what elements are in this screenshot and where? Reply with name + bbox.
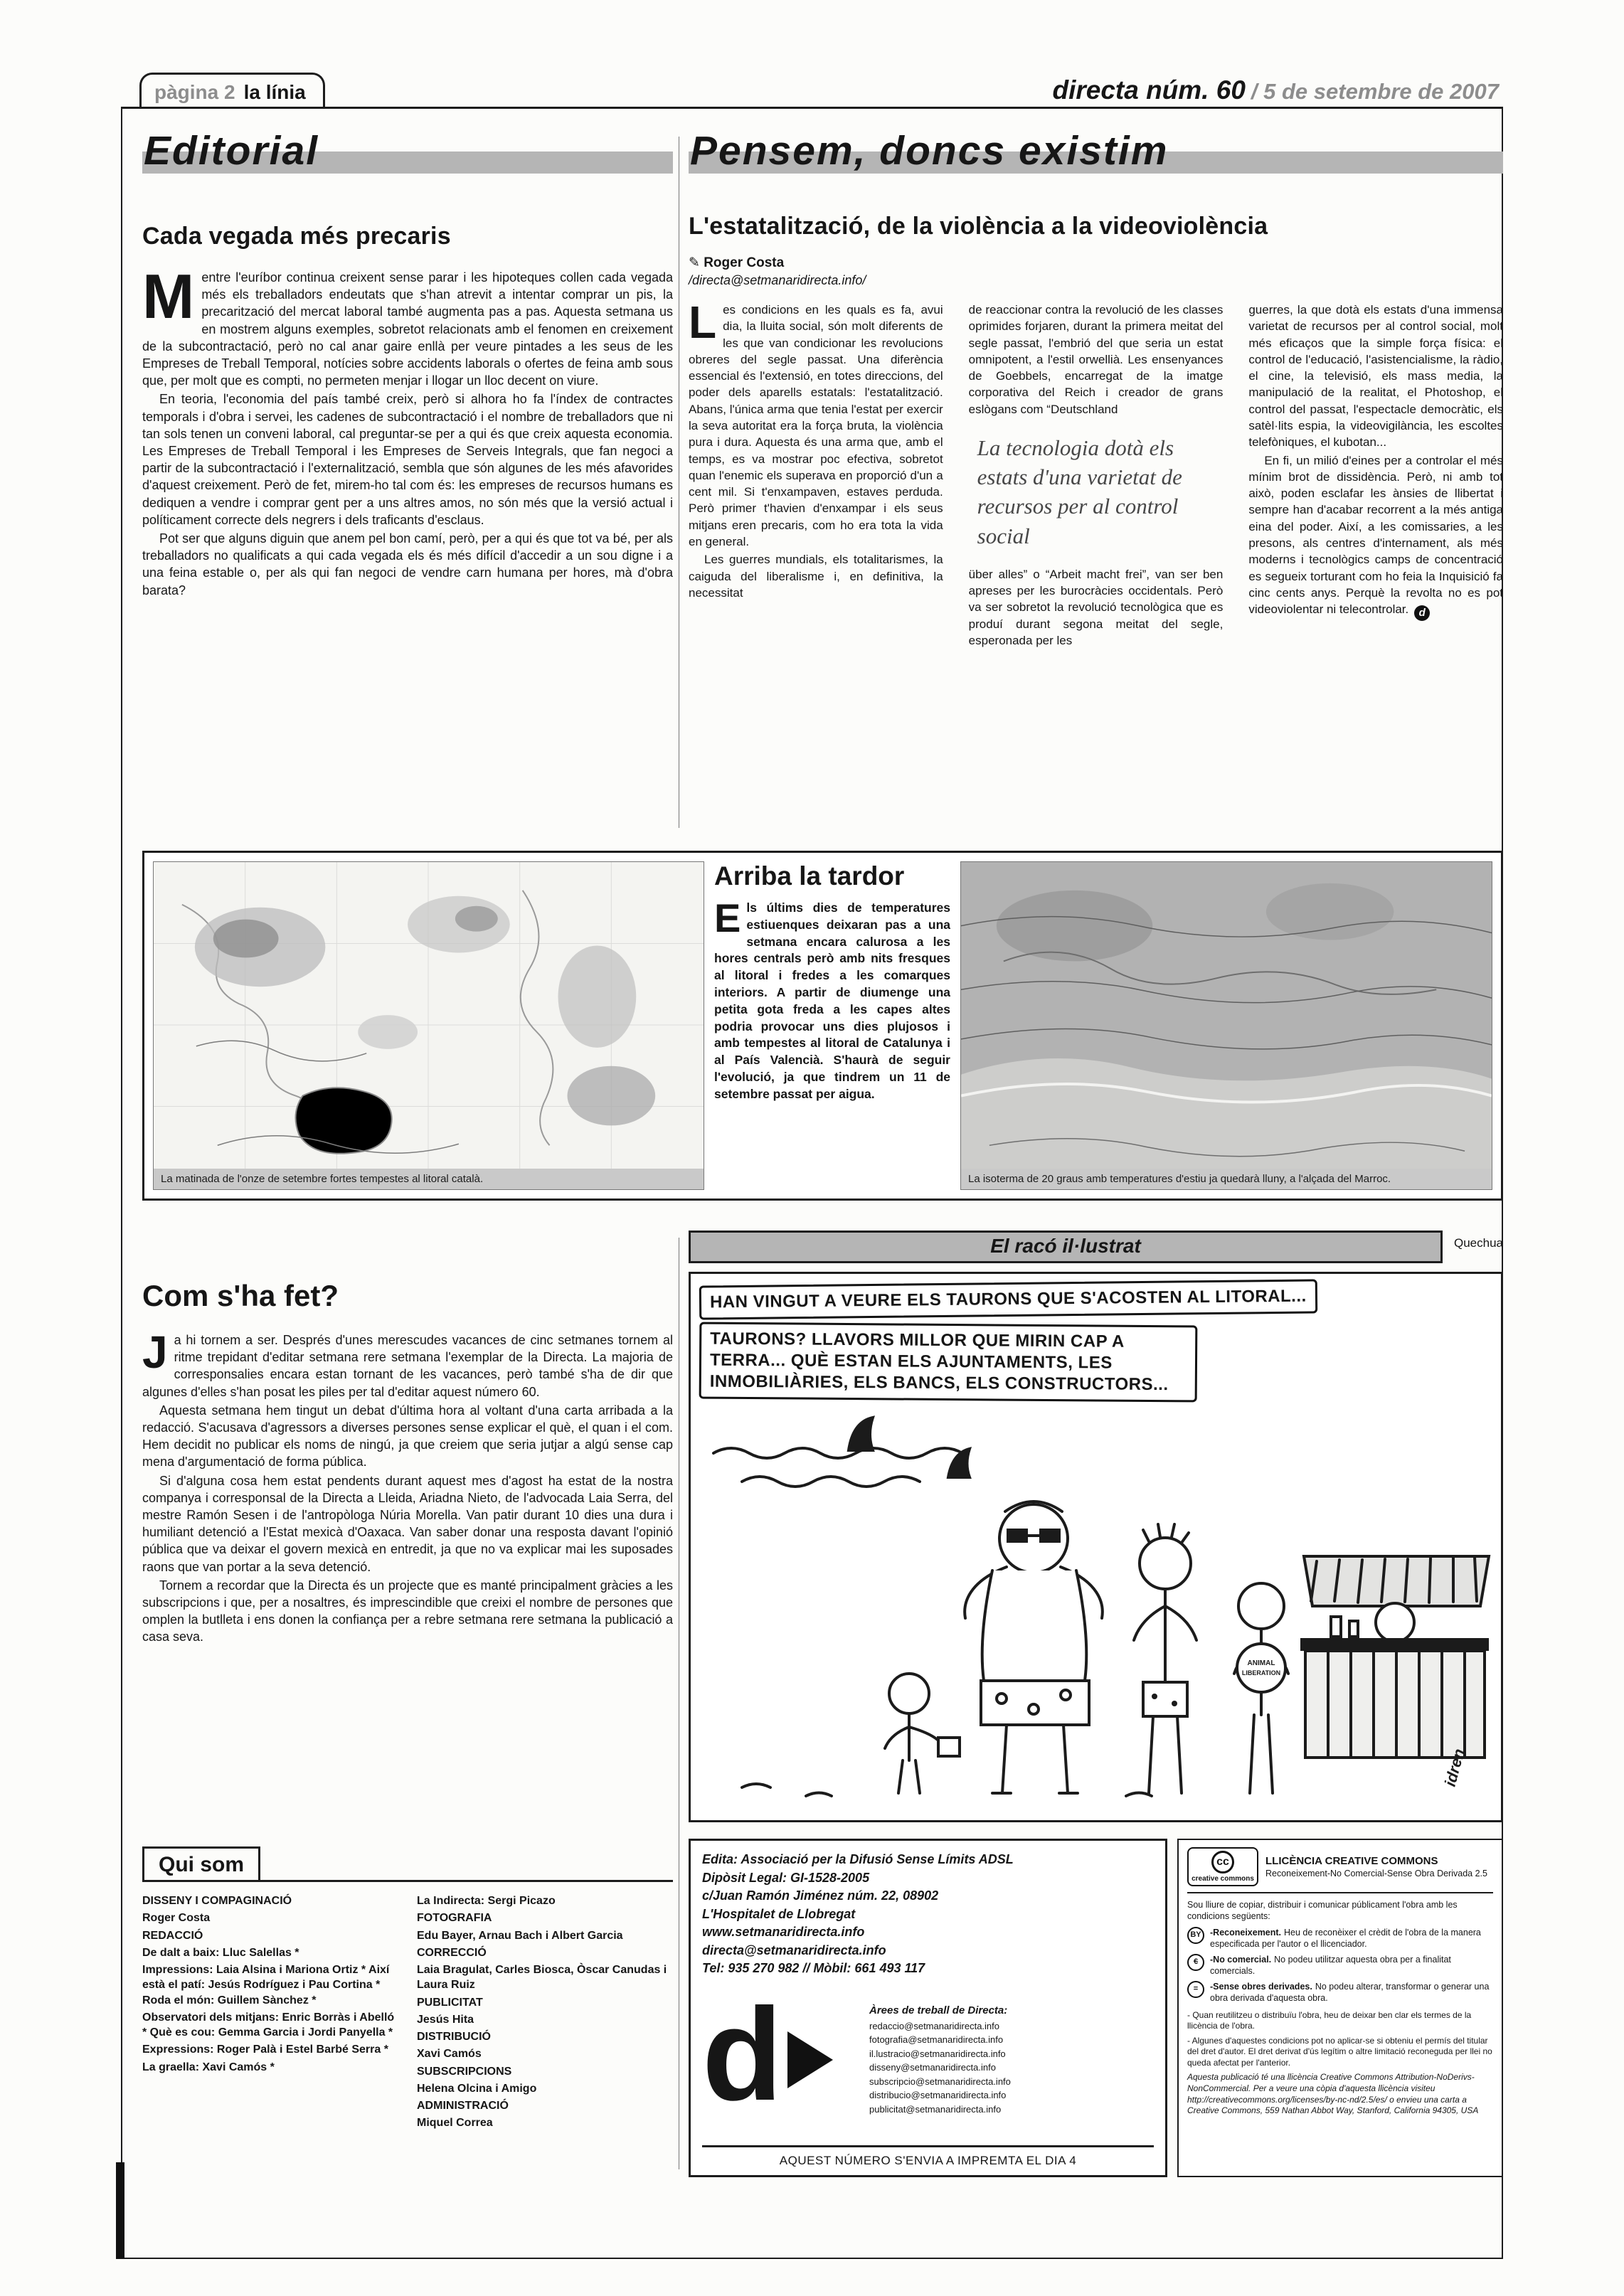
license-condition-text <box>1210 1954 1493 1977</box>
making-of-section <box>142 1279 673 1646</box>
imprint-middle <box>702 1981 1154 2140</box>
license-header <box>1187 1847 1493 1893</box>
credit-line: SUBSCRIPCIONS <box>417 2065 512 2078</box>
condition-label: -No comercial. <box>1210 1954 1272 1965</box>
weather-map-isotherm <box>960 861 1492 1190</box>
imprint-line: Edita: Associació per la Difusió Sense Límits ADSL <box>702 1852 1014 1866</box>
license-note: - Quan reutilitzeu o distribuïu l'obra, heu de deixar ben clar els termes de la llicència de l'obra. <box>1187 2009 1472 2031</box>
weather-map-storms <box>153 861 704 1190</box>
paragraph: de reaccionar contra la revolució de les classes oprimides forjaren, durant la primera meitat del segle passat, l'embrió del que seria un estat omnipotent, a l'estil orwellià. Les ensenyances de Goebbels, encarregat de la imatge corporativa del Reich i creador de grans eslògans com “Deutschland <box>968 303 1224 416</box>
comic-header-bar: El racó il·lustrat <box>689 1231 1443 1263</box>
editorial-body <box>142 261 673 599</box>
editorial-article-title: Cada vegada més precaris <box>142 223 451 250</box>
opinion-article-title: L'estatalització, de la violència a la videoviolència <box>689 213 1268 240</box>
work-area-email: distribucio@setmanaridirecta.info <box>869 2090 1007 2101</box>
staff-credits-section <box>142 1846 673 2133</box>
credit-line: Xavi Camós <box>417 2048 482 2061</box>
work-area-email: il.lustracio@setmanaridirecta.info <box>869 2048 1006 2059</box>
arrow-right-icon <box>787 2031 833 2088</box>
credit-line: DISTRIBUCIÓ <box>417 2031 491 2043</box>
badge-text-line1: ANIMAL <box>1247 1659 1275 1667</box>
paragraph <box>142 1327 673 1401</box>
left-rule <box>121 107 122 2259</box>
dropcap: J <box>142 1327 168 1378</box>
condition-body: No podeu alterar, transformar o generar una obra derivada d'aquesta obra. <box>1210 1981 1490 2003</box>
credit-line: Jesús Hita <box>417 2013 474 2026</box>
page-tab <box>139 73 325 109</box>
work-area-email: redaccio@setmanaridirecta.info <box>869 2020 1000 2031</box>
staff-credits-columns <box>142 1893 673 2133</box>
paragraph: Pot ser que alguns diguin que anem pel bon camí, però, per a qui és que tot va bé, per als treballadors no qualificats a qui cada vegada els és més difícil d'accedir a un sou digne i a una feina estable o, per als qui fan negoci de vendre carn humana per hores, mà d'obra barata? <box>142 531 673 597</box>
directa-logo-letter: d <box>702 1981 783 2128</box>
map-caption-left: La matinada de l'onze de setembre fortes tempestes al litoral català. <box>154 1169 704 1189</box>
artist-signature: idren <box>1440 1746 1468 1789</box>
weather-section <box>142 851 1503 1201</box>
comic-header <box>689 1231 1503 1263</box>
article-columns <box>689 297 1504 649</box>
credit-line: CORRECCIÓ <box>417 1946 487 1959</box>
opinion-heading <box>689 130 1503 181</box>
paragraph: über alles” o “Arbeit macht frei”, van ser ben apreses per les burocràcies occidentals. Però va ser sobretot la revolució tecnològica que es produí durant segona meitat del segle, esperonada per les <box>968 567 1224 648</box>
map-caption-right: La isoterma de 20 graus amb temperatures d'estiu ja quedarà lluny, a l'alçada del Marroc. <box>961 1169 1492 1189</box>
credit-line: ADMINISTRACIÓ <box>417 2100 509 2112</box>
credit-line: Miquel Correa <box>417 2117 493 2130</box>
article-column-2 <box>969 302 1224 649</box>
imprint-line: Dipòsit Legal: GI-1528-2005 <box>702 1870 870 1885</box>
license-intro: Sou lliure de copiar, distribuir i comunicar públicament l'obra amb les condicions següents: <box>1187 1900 1458 1922</box>
staff-credits-left <box>142 1893 398 2133</box>
credit-line: Helena Olcina i Amigo <box>417 2082 537 2095</box>
license-condition-text <box>1210 1981 1493 2004</box>
paragraph-text: En fi, un milió d'eines per a controlar el més mínim brot de dissidència. Però, ni amb tot això, poden esclafar les ànsies de llibertat i sempre han d'acabar recorrent a la més antiga eina del poder. Així, a les comissaries, a les presons, als centres d'internament, als més moderns i tecnològics camps de concentració es segueix torturant com ho feia la Inquisició fa cinc cents anys. Perquè la revolta no es pot videoviolentar ni telecontrolar. <box>1248 453 1504 617</box>
speech-bubble-2: TAURONS? LLAVORS MILLOR QUE MIRIN CAP A TERRA... QUÈ ESTAN ELS AJUNTAMENTS, LES INMOBILIÀRIES, ELS BANCS, ELS CONSTRUCTORS... <box>699 1322 1198 1403</box>
article-column-1 <box>689 297 943 649</box>
making-of-body <box>142 1327 673 1646</box>
byline-email: /directa@setmanaridirecta.info/ <box>689 272 866 287</box>
license-condition <box>1187 1927 1493 1950</box>
condition-label: -Reconeixement. <box>1210 1927 1282 1938</box>
badge-text-line2: LIBERATION <box>1241 1669 1281 1676</box>
editorial-heading-text: Editorial <box>144 128 319 174</box>
masthead <box>1052 75 1499 105</box>
credit-line: PUBLICITAT <box>417 1996 483 2009</box>
bottom-rule <box>121 2258 1503 2259</box>
comic-panel <box>689 1272 1503 1822</box>
paragraph-text: a hi tornem a ser. Després d'unes merescudes vacances de cinc setmanes tornem al ritme trepidant d'editar setmana rere setmana l'exemplar de la Directa. La majoria de corresponsalies encara estan tornant de les vacances, però també s'ha de dir que algunes d'elles s'han posat les piles per tal d'editar aquest número 60. <box>142 1333 673 1399</box>
paragraph: En teoria, l'economia del país també creix, però si alhora ho fa l'índex de contractes temporals i d'obra i servei, les cadenes de subcontractació i el nombre de treballadors que ni tan sols tenen un conveni laboral, cal preguntar-se per a qui és que creix aquesta economia. Les Empreses de Treball Temporal i les Empreses de Serveis Integrals, que fan negoci a partir de la subcontractació i l'externalització, sembla que són algunes de les més afavorides d'aquest creixement. Però de fet, mirem-ho tal com és: les empreses de recursos humans es dediquen a vendre i comprar gent per a uns altres amos, no són més que la versió actual i políticament correcte dels negrers i dels traficants d'esclaus. <box>142 392 673 527</box>
no-derivatives-icon: = <box>1187 1981 1204 1998</box>
imprint-phones: Tel: 935 270 982 // Mòbil: 661 493 117 <box>702 1961 925 1976</box>
imprint-box <box>689 1839 1167 2177</box>
print-deadline-note: AQUEST NÚMERO S'ENVIA A IMPREMTA EL DIA 4 <box>702 2145 1154 2168</box>
section-brand: la línia <box>243 81 306 103</box>
isotherm-map-illustration <box>961 862 1492 1189</box>
credit-line: Edu Bayer, Arnau Bach i Albert Garcia <box>417 1929 623 1942</box>
dropcap: E <box>714 895 741 940</box>
paragraph: Si d'alguna cosa hem estat pendents durant aquest mes d'agost ha estat de la nostra companya i corresponsal de la Directa a Lleida, Ariadna Nieto, de l'advocada Laia Serra, del mestre Ramón Sesen i de l'antropòloga Núria Morella. Van patir durant 10 dies una dura i humiliant detenció a l'Estat mexicà d'Oaxaca. Van saber donar una resposta davant l'opinió pública que va deixar el govern mexicà en entredit, ja que no va explicar mai les suposades raons que van portar a la seva detenció. <box>142 1473 673 1574</box>
license-footer: Aquesta publicació té una llicència Creative Commons Attribution-NoDerivs-NonCommercial. Per a veure una còpia d'aquesta llicència visiteu http://creativecommons.org/licenses/by-nc-nd/2.5/es/ o envieu una carta a Creative Commons, 559 Nathan Abbot Way, Stanford, California 94305, USA <box>1187 2072 1479 2116</box>
paragraph-text: entre l'euríbor continua creixent sense parar i les hipoteques collen cada vegada més els treballadors endeutats que s'han atrevit a intentar comprar un pis, la precarització del mercat laboral també augmenta pas a pas. Aquesta setmana us en mostrem alguns exemples, sobretot relacionats amb el fenomen en creixement de la subcontractació, però no cal anar gaire enllà per veure pintades a les seus de les Empreses de Treball Temporal, notícies sobre accidents laborals o ofertes de feina amb sous que, per molt que es compti, no permeten menjar i llogar un lloc decent on viure. <box>142 270 673 388</box>
credit-line: De dalt a baix: Lluc Salellas * <box>142 1946 299 1959</box>
byline <box>689 255 1503 289</box>
staff-credits-right <box>417 1893 673 2133</box>
credit-line: Expressions: Roger Palà i Estel Barbé Serra * <box>142 2043 388 2056</box>
comic-illustration <box>699 1403 1492 1802</box>
storm-map-illustration <box>154 862 704 1189</box>
attribution-icon: BY <box>1187 1927 1204 1944</box>
work-areas <box>862 2004 1154 2117</box>
credit-line: REDACCIÓ <box>142 1929 203 1942</box>
work-area-email: fotografia@setmanaridirecta.info <box>869 2034 1004 2046</box>
paragraph: Les guerres mundials, els totalitarismes, la caiguda del liberalisme i, en definitiva, la necessitat <box>689 553 943 600</box>
pull-quote: La tecnologia dotà els estats d'una varietat de recursos per al control social <box>977 435 1182 548</box>
dropcap: L <box>689 297 717 349</box>
bottom-left-bar <box>116 2162 124 2259</box>
paragraph-text: ls últims dies de temperatures estiuenques deixaran pas a una setmana encara calurosa a les hores centrals però amb nits fresques al litoral i fredes a les comarques interiors. A partir de diumenge una petita gota freda a les capes altes podria provocar uns dies plujosos i amb tempestes al litoral de Catalunya i al País Valencià. S'haurà de seguir l'evolució, ja que tindrem un 11 de setembre passat per aigua. <box>714 900 950 1101</box>
comic-artist-credit: Quechua <box>1454 1236 1503 1250</box>
paragraph: guerres, la que dotà els estats d'una immensa varietat de recursos per al control social, molt més eficaços que la simple força física: el control de l'educació, l'asistencialisme, la ràdio, el cine, la televisió, els mass media, la manipulació de la realitat, el Photoshop, el control del passat, l'espectacle democràtic, els satèl·lits espia, la videovigilància, les escoltes telefòniques, el kubotan... <box>1248 303 1504 450</box>
imprint-line: c/Juan Ramón Jiménez núm. 22, 08902 <box>702 1888 939 1903</box>
condition-body: No podeu utilitzar aquesta obra per a finalitat comercials. <box>1210 1954 1451 1976</box>
editorial-section <box>142 130 673 599</box>
imprint-line: L'Hospitalet de Llobregat <box>702 1906 856 1921</box>
license-condition <box>1187 1981 1493 2004</box>
license-subtitle: Reconeixement-No Comercial-Sense Obra Derivada 2.5 <box>1265 1869 1487 1878</box>
license-titles <box>1265 1855 1487 1878</box>
making-of-title: Com s'ha fet? <box>142 1279 339 1312</box>
paragraph <box>689 297 943 550</box>
work-area-email: subscripcio@setmanaridirecta.info <box>869 2076 1011 2087</box>
weather-title: Arriba la tardor <box>714 861 905 891</box>
license-note: - Algunes d'aquestes condicions pot no aplicar-se si obteniu el permís del titular del dret d'autor. El dret derivat d'ús legítim o altre limitació reconeguda per llei no queda afectat per l'anterior. <box>1187 2035 1492 2068</box>
top-rule <box>121 107 1503 109</box>
work-area-email: disseny@setmanaridirecta.info <box>869 2062 996 2073</box>
credit-line: La graella: Xavi Camós * <box>142 2061 275 2073</box>
imprint-lines <box>702 1851 1154 1978</box>
directa-logo <box>702 1981 862 2128</box>
non-commercial-icon <box>1187 1954 1204 1971</box>
paragraph <box>1248 452 1503 622</box>
license-box <box>1177 1839 1503 2177</box>
byline-author: Roger Costa <box>704 255 785 270</box>
credit-line: FOTOGRAFIA <box>417 1912 492 1925</box>
weather-article <box>714 861 950 1190</box>
masthead-title: directa núm. 60 <box>1052 75 1246 105</box>
pencil-icon: ✎ <box>689 255 700 270</box>
editorial-heading <box>142 130 673 181</box>
license-notes <box>1187 2010 1493 2069</box>
cc-logo-words: creative commons <box>1192 1875 1254 1883</box>
article-column-3 <box>1248 302 1503 649</box>
masthead-date: / 5 de setembre de 2007 <box>1251 79 1499 104</box>
staff-credits-header <box>142 1846 673 1882</box>
euro-glyph: € <box>1193 1957 1199 1967</box>
credit-line: Laia Bragulat, Carles Biosca, Òscar Canudas i Laura Ruiz <box>417 1964 667 1992</box>
imprint-email: directa@setmanaridirecta.info <box>702 1942 886 1957</box>
paragraph: Aquesta setmana hem tingut un debat d'última hora al voltant d'una carta arribada a la redacció. S'acusava d'agressors a diverses persones sense explicar el què, el quan i el com. Hem decidit no publicar els noms de ningú, ja que creiem que seria jutjar a algú sense cap mena d'argumentació de forma pública. <box>142 1403 673 1469</box>
page-number: pàgina 2 <box>154 81 235 103</box>
credit-line: DISSENY I COMPAGINACIÓ <box>142 1895 292 1907</box>
speech-bubble-1: HAN VINGUT A VEURE ELS TAURONS QUE S'ACOSTEN AL LITORAL... <box>699 1279 1317 1319</box>
staff-credits-title: Qui som <box>142 1846 260 1880</box>
paragraph-text: es condicions en les quals es fa, avui dia, la lluita social, són molt diferents de les que van condicionar les revolucions obreres del segle passat. Una diferència essencial és l'extensió, en totes direccions, del poder dels aparells estatals: l'estatalització. Abans, l'única arma que tenia l'estat per exercir la seva autoritat era la força bruta, la violència pura i dura. Aquesta és una arma que, amb el temps, es va mostrar poc efectiva, sobretot quan l'enemic els superava en proporció d'un a cent mil. Si t'enxampaven, estaves perduda. Però primer t'havien d'enxampar i els seus mitjans eren precaris, com ho era tota la vida en general. <box>689 303 943 549</box>
work-areas-title: Àrees de treball de Directa: <box>869 2004 1008 2016</box>
opinion-heading-text: Pensem, doncs existim <box>690 128 1169 174</box>
imprint-website: www.setmanaridirecta.info <box>702 1925 865 1940</box>
cc-circle-icon: cc <box>1211 1851 1234 1874</box>
dropcap: M <box>142 261 195 331</box>
condition-label: -Sense obres derivades. <box>1210 1981 1312 1992</box>
opinion-section <box>689 130 1503 649</box>
end-mark-icon: d <box>1414 605 1430 621</box>
condition-body: Heu de reconèixer el crèdit de l'obra de la manera especificada per l'autor o el llicenciador. <box>1210 1927 1481 1949</box>
paragraph: Tornem a recordar que la Directa és un projecte que es manté principalment gràcies a les subscripcions i que, per a nosaltres, és imprescindible que creixi el nombre de persones que omplen la butlleta i ens donen la confiança per a rebre setmana rere setmana la publicació a casa seva. <box>142 1578 673 1644</box>
credit-line: Impressions: Laia Alsina i Mariona Ortiz * Així està el patí: Jesús Rodríguez i Pau Cortina * Roda el món: Guillem Sànchez * <box>142 1964 390 2007</box>
license-condition <box>1187 1954 1493 1977</box>
credit-line: Observatori dels mitjans: Enric Borràs i Abelló * Què es cou: Gemma Garcia i Jordi Panyella * <box>142 2011 395 2039</box>
license-condition-text <box>1210 1927 1493 1950</box>
credit-line: La Indirecta: Sergi Picazo <box>417 1895 556 1907</box>
credit-line: Roger Costa <box>142 1912 211 1925</box>
weather-body <box>714 895 950 1103</box>
work-area-email: publicitat@setmanaridirecta.info <box>869 2103 1002 2115</box>
license-title: LLICÈNCIA CREATIVE COMMONS <box>1265 1855 1438 1867</box>
creative-commons-logo <box>1187 1847 1258 1886</box>
paragraph <box>142 261 673 389</box>
